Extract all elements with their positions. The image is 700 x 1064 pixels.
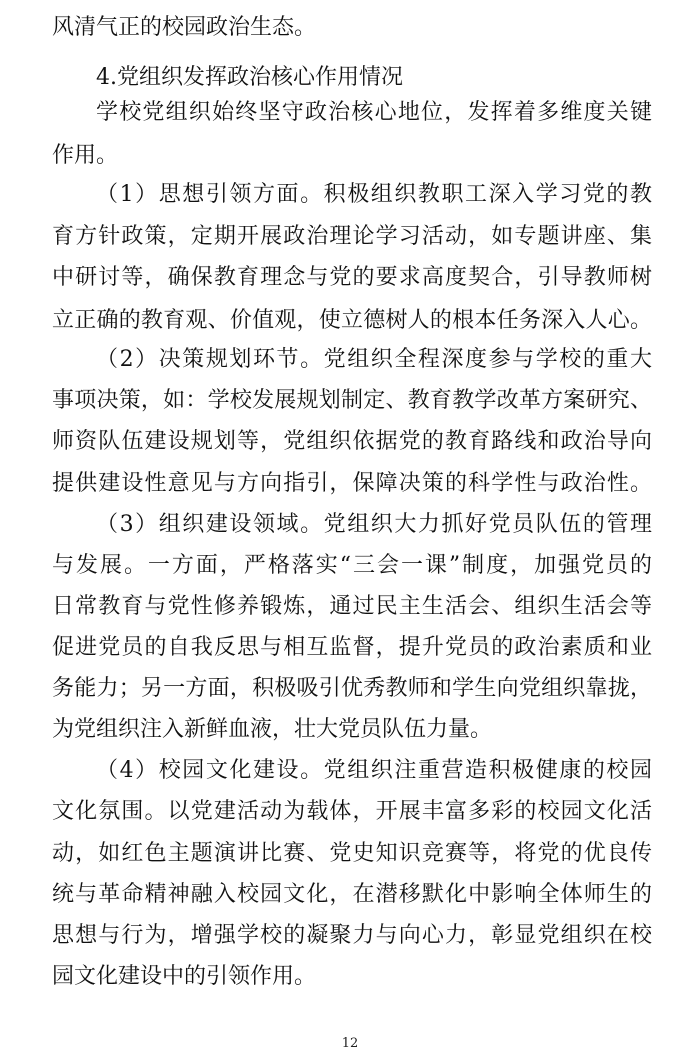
text-line: 作用。 bbox=[52, 143, 119, 168]
text-line: 动，如红色主题演讲比赛、党史知识竞赛等，将党的优良传 bbox=[52, 841, 652, 866]
text-line: 中研讨等，确保教育理念与党的要求高度契合，引导教师树 bbox=[52, 265, 652, 290]
text-line: 风清气正的校园政治生态。 bbox=[52, 15, 317, 40]
text-line: 促进党员的自我反思与相互监督，提升党员的政治素质和业 bbox=[52, 635, 652, 660]
text-line: 务能力；另一方面，积极吸引优秀教师和学生向党组织靠拢， bbox=[52, 676, 652, 701]
text-line: 立正确的教育观、价值观，使立德树人的根本任务深入人心。 bbox=[52, 308, 652, 333]
text-line: 提供建设性意见与方向指引，保障决策的科学性与政治性。 bbox=[52, 471, 652, 496]
text-line: （1）思想引领方面。积极组织教职工深入学习党的教 bbox=[96, 182, 652, 207]
text-line: 与发展。一方面，严格落实“三会一课”制度，加强党员的 bbox=[52, 553, 652, 578]
text-line: 文化氛围。以党建活动为载体，开展丰富多彩的校园文化活 bbox=[52, 799, 652, 824]
text-line: （2）决策规划环节。党组织全程深度参与学校的重大 bbox=[96, 347, 652, 372]
text-line: 学校党组织始终坚守政治核心地位，发挥着多维度关键 bbox=[96, 100, 652, 125]
text-line: 思想与行为，增强学校的凝聚力与向心力，彰显党组织在校 bbox=[52, 923, 652, 948]
text-line: 日常教育与党性修养锻炼，通过民主生活会、组织生活会等 bbox=[52, 594, 652, 619]
text-line: 统与革命精神融入校园文化，在潜移默化中影响全体师生的 bbox=[52, 882, 652, 907]
section-heading: 4.党组织发挥政治核心作用情况 bbox=[96, 65, 403, 90]
page-number: 12 bbox=[341, 1036, 359, 1051]
text-line: 事项决策，如：学校发展规划制定、教育教学改革方案研究、 bbox=[52, 388, 652, 413]
text-line: 师资队伍建设规划等，党组织依据党的教育路线和政治导向 bbox=[52, 429, 652, 454]
text-line: （4）校园文化建设。党组织注重营造积极健康的校园 bbox=[96, 758, 652, 783]
text-line: 为党组织注入新鲜血液，壮大党员队伍力量。 bbox=[52, 717, 493, 742]
text-line: （3）组织建设领域。党组织大力抓好党员队伍的管理 bbox=[96, 512, 652, 537]
text-line: 园文化建设中的引领作用。 bbox=[52, 964, 317, 989]
text-line: 育方针政策，定期开展政治理论学习活动，如专题讲座、集 bbox=[52, 224, 652, 249]
